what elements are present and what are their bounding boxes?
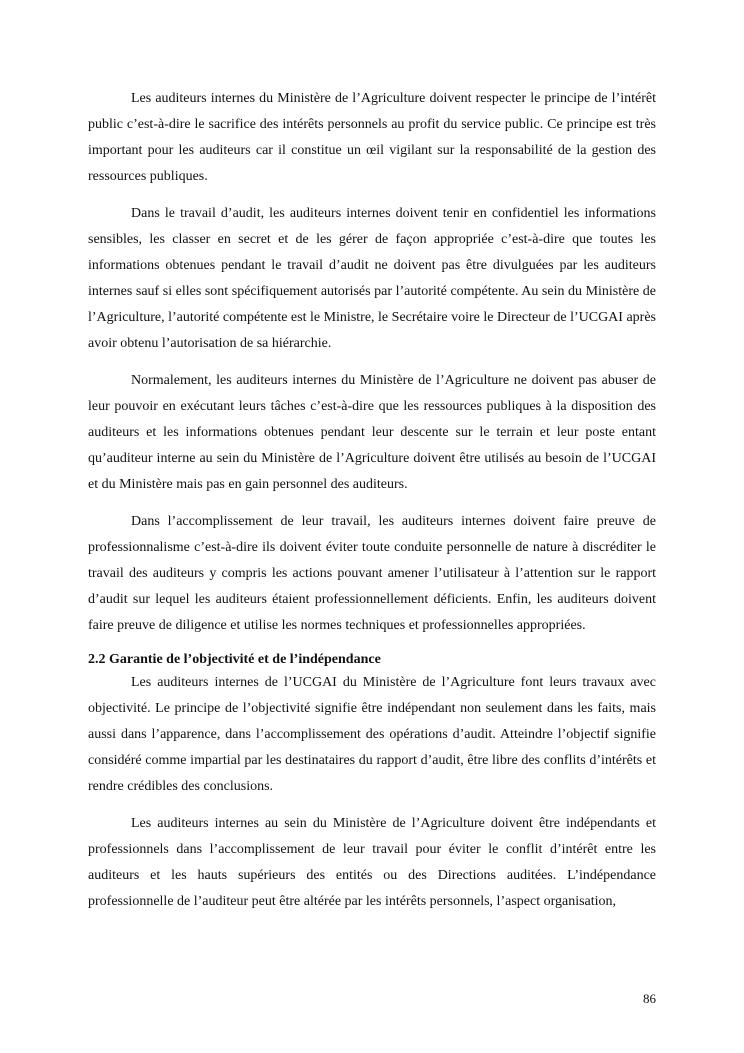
paragraph-public-interest: Les auditeurs internes du Ministère de l’Agriculture doivent respecter le principe de l’intérêt public c’est-à-dire le sacrifice des intérêts personnels au profit du service public. Ce principe est très important pour les auditeurs car il constitue un œil vigilant sur la responsabilité de la gestion des ressources publiques. xyxy=(88,91,656,184)
paragraph-confidentiality: Dans le travail d’audit, les auditeurs internes doivent tenir en confidentiel les informations sensibles, les classer en secret et de les gérer de façon appropriée c’est-à-dire que toutes les informations obtenues pendant le travail d’audit ne doivent pas être divulguées par les auditeurs internes sauf si elles sont spécifiquement autorisés par l’autorité compétente. Au sein du Ministère de l’Agriculture, l’autorité compétente est le Ministre, le Secrétaire voire le Directeur de l’UCGAI après avoir obtenu l’autorisation de sa hiérarchie. xyxy=(88,206,656,351)
paragraph-independence: Les auditeurs internes au sein du Ministère de l’Agriculture doivent être indépendants et professionnels dans l’accomplissement de leur travail pour éviter le conflit d’intérêt entre les auditeurs et les hauts supérieurs des entités ou des Directions auditées. L’indépendance professionnelle de l’auditeur peut être altérée par les intérêts personnels, l’aspect organisation, xyxy=(88,816,656,909)
paragraph-professionalism: Dans l’accomplissement de leur travail, les auditeurs internes doivent faire preuve de professionnalisme c’est-à-dire ils doivent éviter toute conduite personnelle de nature à discréditer le travail des auditeurs y compris les actions pouvant amener l’utilisateur à l’attention sur le rapport d’audit sur lequel les auditeurs étaient professionnellement déficients. Enfin, les auditeurs doivent faire preuve de diligence et utilise les normes techniques et professionnelles appropriées. xyxy=(88,514,656,633)
paragraph-objectivity: Les auditeurs internes de l’UCGAI du Ministère de l’Agriculture font leurs travaux avec objectivité. Le principe de l’objectivité signifie être indépendant non seulement dans les faits, mais aussi dans l’apparence, dans l’accomplissement des opérations d’audit. Atteindre l’objectif signifie considéré comme impartial par les destinataires du rapport d’audit, être libre des conflits d’intérêts et rendre crédibles des conclusions. xyxy=(88,675,656,794)
page-number: 86 xyxy=(643,991,656,1006)
document-page xyxy=(88,86,656,926)
paragraph-power-abuse: Normalement, les auditeurs internes du Ministère de l’Agriculture ne doivent pas abuser de leur pouvoir en exécutant leurs tâches c’est-à-dire que les ressources publiques à la disposition des auditeurs et les informations obtenues pendant leur descente sur le terrain et leur poste entant qu’auditeur interne au sein du Ministère de l’Agriculture doivent être utilisés au besoin de l’UCGAI et du Ministère mais pas en gain personnel des auditeurs. xyxy=(88,373,656,492)
section-heading: 2.2 Garantie de l’objectivité et de l’indépendance xyxy=(88,652,381,667)
